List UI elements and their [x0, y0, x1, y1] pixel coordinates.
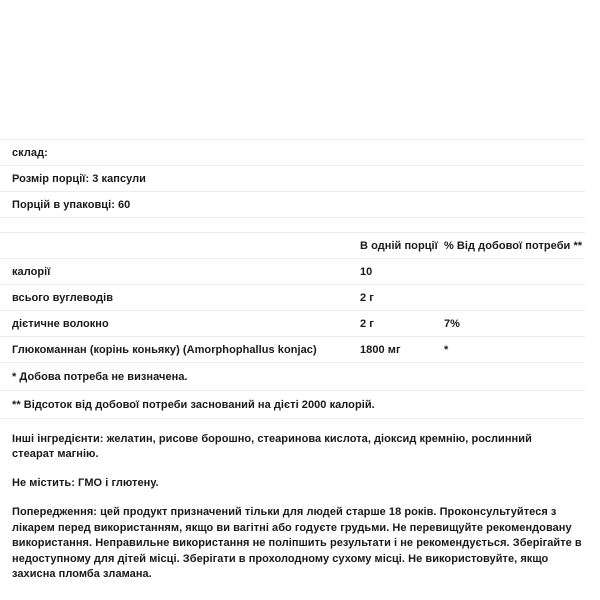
nutrient-name: всього вуглеводів — [12, 292, 114, 304]
serving-info-row-count — [0, 191, 585, 217]
table-row — [0, 258, 585, 284]
footnote-percent-daily-value-basis: ** Відсоток від добової потреби заснований на дієті 2000 калорій. — [0, 390, 585, 419]
nutrient-amount: 2 г — [360, 318, 374, 330]
nutrient-name: калорії — [12, 266, 51, 278]
serving-size-label: Розмір порції: 3 капсули — [12, 173, 146, 185]
nutrient-daily-value: * — [444, 344, 449, 356]
table-row — [0, 310, 585, 336]
nutrient-name: Глюкоманнан (корінь коньяку) (Amorphophallus konjac) — [12, 344, 317, 356]
column-header-amount-per-serving: В одній порції — [360, 240, 438, 252]
table-row — [0, 284, 585, 310]
supplement-facts-panel — [0, 139, 585, 583]
table-header-row — [0, 232, 585, 258]
warning-text: Попередження: цей продукт призначений тільки для людей старше 18 років. Проконсультуйтеся з лікарем перед використанням, якщо ви вагітні або годуєте грудьми. Не перевищуйте рекомендовану використання. Неправильне використання не поліпшить результати і не рекомендується. Зберігайте в недоступному для дітей місці. Зберігати в прохолодному сухому місці. Не використовуйте, якщо захисна пломба зламана. — [12, 506, 582, 580]
composition-label: склад: — [12, 147, 48, 159]
free-from-text: Не містить: ГМО і глютену. — [12, 477, 159, 489]
serving-info-row-title — [0, 139, 585, 165]
nutrient-daily-value: 7% — [444, 318, 460, 330]
other-ingredients-text: Інші інгредієнти: желатин, рисове борошно, стеаринова кислота, діоксид кремнію, рослинний стеарат магнію. — [12, 433, 532, 460]
nutrient-amount: 10 — [360, 266, 373, 278]
footnote-daily-value-not-established: * Добова потреба не визначена. — [0, 362, 585, 390]
table-row — [0, 336, 585, 362]
column-header-percent-daily-value: % Від добової потреби ** — [444, 240, 583, 252]
nutrient-amount: 1800 мг — [360, 344, 401, 356]
nutrient-amount: 2 г — [360, 292, 374, 304]
nutrient-name: дієтичне волокно — [12, 318, 109, 330]
servings-per-container-label: Порцій в упаковці: 60 — [12, 199, 131, 211]
table-spacer — [0, 217, 585, 232]
serving-info-row-size — [0, 165, 585, 191]
